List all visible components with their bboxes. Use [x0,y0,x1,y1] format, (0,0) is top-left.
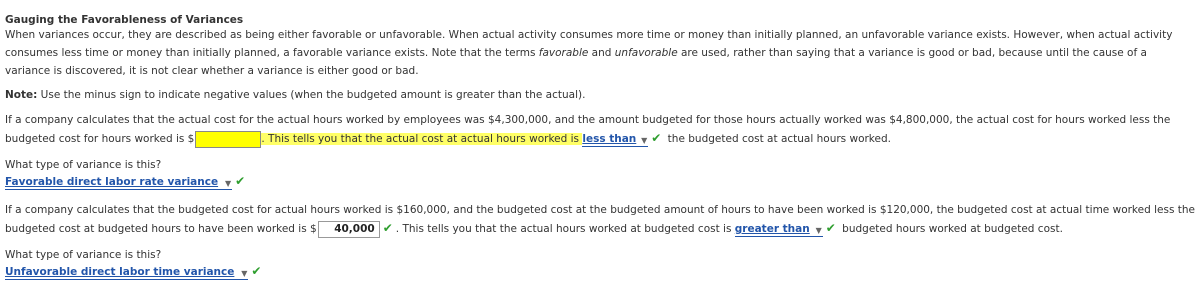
q2-variance-type-select[interactable] [5,265,248,280]
q1-currency: $ [187,133,195,145]
check-icon: ✔ [825,221,836,235]
q1-comparison-select[interactable] [582,132,648,147]
q2-comparison-value: greater than [734,223,810,235]
check-icon: ✔ [251,264,262,278]
intro-paragraph [5,26,1195,80]
q1-type-row [5,172,1195,191]
q2-text-before: If a company calculates that the budgeted cost for actual hours worked is $160,000, and the budgeted cost at the budgeted amount of hours to have been worked is $120,000, the budgeted cost at actual time worked less the budgeted cost at budgeted hours to have been worked is [5,204,1195,235]
q2-variance-type-value: Unfavorable direct labor time variance [5,266,235,278]
q2-amount-input[interactable]: 40,000 [318,221,380,238]
q2-text-after: budgeted hours worked at budgeted cost. [838,223,1063,235]
intro-text-2: are used, rather than saying that a variance is good or bad, because until the cause of a variance is discovered, it is not clear whether a variance is either good or bad. [5,47,1147,77]
intro-and: and [588,47,615,59]
page-title: Gauging the Favorableness of Variances [5,14,244,26]
q2-comparison-select[interactable] [735,222,823,237]
q2-currency: $ [310,223,317,235]
check-icon: ✔ [235,174,246,188]
q1-comparison-value: less than [582,133,637,145]
note-paragraph [5,86,1195,104]
q1-text-before: If a company calculates that the actual cost for the actual hours worked by employees was $4,300,000, and the amount budgeted for those hours actually worked was $4,800,000, the actual cost for hours worked less the budgeted cost for hours worked is [5,114,1171,145]
check-icon: ✔ [651,131,662,145]
intro-unfavorable: unfavorable [614,47,678,59]
note-label: Note: [5,89,38,101]
q2-text-mid: . This tells you that the actual hours worked at budgeted cost is [395,223,735,235]
check-icon: ✔ [382,221,393,235]
chevron-down-icon: ▼ [641,136,648,145]
chevron-down-icon: ▼ [224,179,232,188]
q2-type-row [5,262,1195,281]
chevron-down-icon: ▼ [241,269,248,278]
question-1 [5,111,1195,148]
q1-variance-type-select[interactable] [5,175,232,190]
q1-text-mid: . This tells you that the actual cost at actual hours worked is [261,133,583,145]
q1-variance-type-value: Favorable direct labor rate variance [5,176,219,188]
q1-amount-input[interactable] [195,131,261,148]
q1-text-after: the budgeted cost at actual hours worked. [664,133,891,145]
note-text: Use the minus sign to indicate negative values (when the budgeted amount is greater than the actual). [37,89,586,101]
q2-type-prompt: What type of variance is this? [5,249,162,261]
question-2 [5,201,1195,238]
intro-favorable: favorable [538,47,589,59]
chevron-down-icon: ▼ [815,226,822,235]
q1-type-prompt: What type of variance is this? [5,159,162,171]
intro-text-1: When variances occur, they are described as being either favorable or unfavorable. When actual activity consumes more time or money than initially planned, an unfavorable variance exists. However, when actual activity consumes less time or money than initially planned, a favorable variance exists. Note that the terms [5,29,1173,59]
